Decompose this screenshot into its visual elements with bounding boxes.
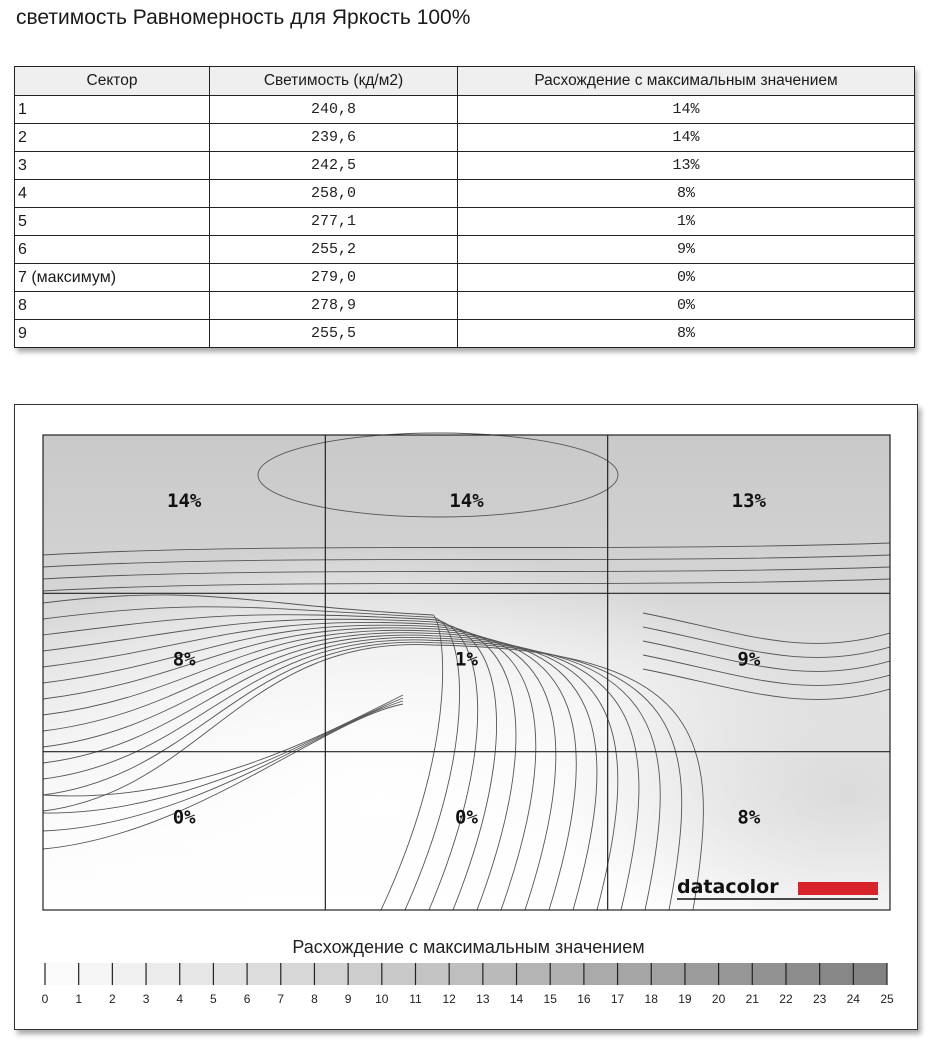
deviation-cell: 8% (458, 320, 915, 348)
luminance-cell: 278,9 (210, 292, 458, 320)
scale-swatch (449, 963, 483, 985)
scale-swatch (752, 963, 786, 985)
sector-deviation-label: 0% (455, 806, 478, 829)
uniformity-heatmap-svg (15, 405, 917, 1029)
deviation-cell: 1% (458, 208, 915, 236)
scale-swatch (517, 963, 551, 985)
scale-swatch (685, 963, 719, 985)
sector-deviation-label: 1% (455, 648, 478, 671)
scale-tick-label: 5 (210, 992, 217, 1006)
deviation-cell: 13% (458, 152, 915, 180)
header-deviation: Расхождение с максимальным значением (458, 67, 915, 96)
scale-tick-label: 12 (442, 992, 456, 1006)
scale-swatch (786, 963, 820, 985)
table-row (15, 96, 915, 124)
scale-tick-label: 16 (577, 992, 591, 1006)
scale-swatch (314, 963, 348, 985)
scale-tick-label: 24 (846, 992, 860, 1006)
luminance-cell: 242,5 (210, 152, 458, 180)
scale-swatch (618, 963, 652, 985)
scale-swatch (213, 963, 247, 985)
scale-swatch (584, 963, 618, 985)
page-title: светимость Равномерность для Яркость 100% (16, 6, 471, 29)
scale-swatch (483, 963, 517, 985)
sector-cell: 9 (15, 320, 210, 348)
table-row (15, 208, 915, 236)
scale-swatch (820, 963, 854, 985)
table-row (15, 180, 915, 208)
scale-tick-label: 11 (409, 992, 422, 1006)
scale-tick-label: 14 (509, 992, 524, 1006)
sector-cell: 4 (15, 180, 210, 208)
deviation-cell: 0% (458, 264, 915, 292)
scale-swatch (79, 963, 113, 985)
luminance-table-container (14, 66, 914, 348)
sector-deviation-label: 14% (167, 490, 202, 512)
scale-tick-label: 4 (176, 992, 184, 1006)
luminance-cell: 258,0 (210, 180, 458, 208)
sector-deviation-label: 8% (737, 806, 761, 829)
scale-tick-label: 20 (711, 992, 726, 1006)
scale-swatch (651, 963, 685, 985)
scale-tick-label: 10 (375, 992, 389, 1006)
scale-tick-label: 15 (543, 992, 557, 1006)
scale-tick-label: 22 (779, 992, 793, 1006)
deviation-cell: 14% (458, 124, 915, 152)
deviation-cell: 14% (458, 96, 915, 124)
scale-swatch (112, 963, 146, 985)
table-row (15, 320, 915, 348)
scale-tick-label: 2 (109, 992, 116, 1006)
sector-cell: 8 (15, 292, 210, 320)
scale-tick-label: 18 (644, 992, 658, 1006)
luminance-cell: 255,2 (210, 236, 458, 264)
deviation-cell: 8% (458, 180, 915, 208)
luminance-cell: 239,6 (210, 124, 458, 152)
scale-tick-label: 7 (277, 992, 285, 1006)
luminance-cell: 279,0 (210, 264, 458, 292)
scale-tick-label: 0 (41, 992, 49, 1006)
scale-tick-label: 25 (880, 992, 894, 1006)
scale-swatch (348, 963, 382, 985)
table-row (15, 292, 915, 320)
luminance-table (14, 66, 915, 348)
uniformity-chart (14, 404, 918, 1030)
scale-swatch (415, 963, 449, 985)
deviation-cell: 9% (458, 236, 915, 264)
scale-tick-label: 3 (142, 992, 150, 1006)
header-luminance: Светимость (кд/м2) (210, 67, 458, 96)
scale-tick-label: 21 (745, 992, 759, 1006)
scale-tick-label: 8 (311, 992, 318, 1006)
luminance-cell: 255,5 (210, 320, 458, 348)
datacolor-logo-text: datacolor (677, 876, 779, 898)
scale-swatch (247, 963, 281, 985)
sector-cell: 3 (15, 152, 210, 180)
scale-swatch (45, 963, 79, 985)
scale-tick-label: 9 (344, 992, 352, 1006)
deviation-cell: 0% (458, 292, 915, 320)
scale-swatch (281, 963, 315, 985)
sector-deviation-label: 8% (172, 648, 196, 671)
sector-deviation-label: 13% (731, 490, 766, 512)
scale-swatch (853, 963, 887, 985)
scale-tick-label: 23 (812, 992, 827, 1006)
luminance-cell: 277,1 (210, 208, 458, 236)
sector-cell: 5 (15, 208, 210, 236)
sector-cell: 1 (15, 96, 210, 124)
luminance-cell: 240,8 (210, 96, 458, 124)
scale-tick-label: 19 (678, 992, 692, 1006)
table-row (15, 124, 915, 152)
datacolor-logo-bar (798, 882, 878, 895)
table-row (15, 264, 915, 292)
legend-title: Расхождение с максимальным значением (292, 937, 645, 957)
header-sector: Сектор (15, 67, 210, 96)
table-row (15, 152, 915, 180)
scale-swatch (382, 963, 416, 985)
table-header-row (15, 67, 915, 96)
sector-deviation-label: 0% (172, 806, 196, 829)
sector-deviation-label: 9% (737, 648, 761, 671)
scale-swatch (550, 963, 584, 985)
scale-swatch (719, 963, 753, 985)
deviation-scale (42, 963, 894, 1006)
scale-tick-label: 13 (476, 992, 490, 1006)
scale-tick-label: 1 (75, 992, 83, 1006)
scale-swatch (146, 963, 180, 985)
table-row (15, 236, 915, 264)
scale-tick-label: 17 (610, 992, 625, 1006)
sector-cell: 6 (15, 236, 210, 264)
scale-swatch (180, 963, 214, 985)
sector-cell: 7 (максимум) (15, 264, 210, 292)
sector-deviation-label: 14% (449, 490, 484, 512)
scale-tick-label: 6 (243, 992, 251, 1006)
sector-cell: 2 (15, 124, 210, 152)
